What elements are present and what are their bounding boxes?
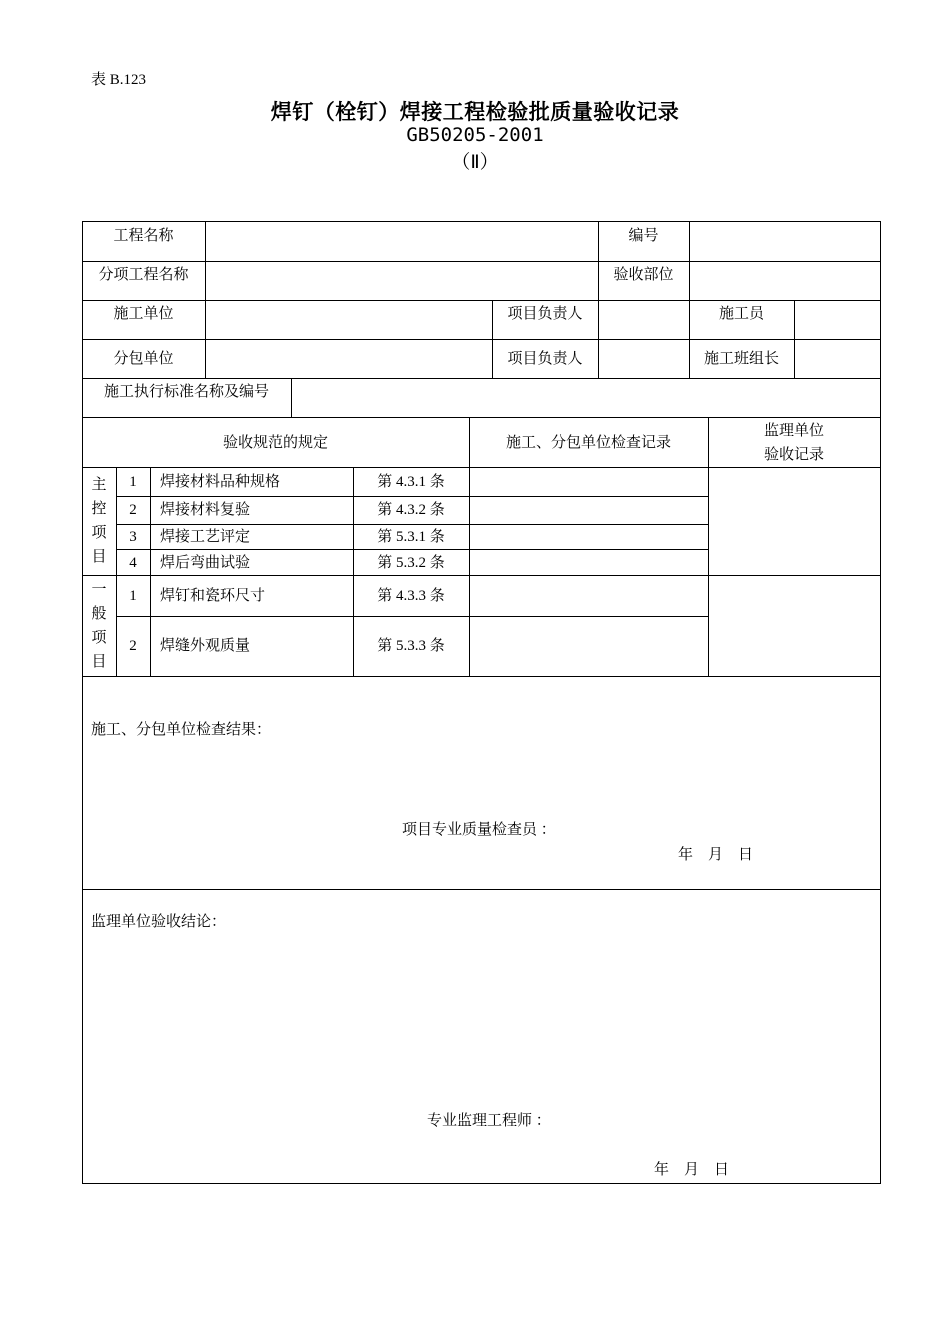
row-item: 焊接工艺评定 xyxy=(160,529,251,545)
row-item: 焊缝外观质量 xyxy=(160,638,251,654)
row-number: 2 xyxy=(129,638,137,654)
row-item: 焊接材料复验 xyxy=(160,502,251,518)
check-result-label: 施工、分包单位检查结果： xyxy=(91,722,272,738)
row-clause: 第 5.3.3 条 xyxy=(377,638,445,654)
label-project-manager-2: 项目负责人 xyxy=(507,351,583,367)
standard-code: GB50205-2001 xyxy=(406,124,544,146)
main-items-label-4: 目 xyxy=(91,549,107,565)
label-constructor: 施工员 xyxy=(718,306,764,322)
check-result-date: 年 月 日 xyxy=(678,847,754,863)
label-acceptance-part: 验收部位 xyxy=(613,267,674,283)
column-supervision-line1: 监理单位 xyxy=(763,423,824,439)
label-sub-project-name: 分项工程名称 xyxy=(98,267,189,283)
row-item: 焊钉和瓷环尺寸 xyxy=(160,588,266,604)
label-project-name: 工程名称 xyxy=(113,228,174,244)
row-item: 焊后弯曲试验 xyxy=(160,555,251,571)
row-number: 4 xyxy=(129,555,137,571)
row-clause: 第 4.3.1 条 xyxy=(377,474,445,490)
main-items-label-3: 项 xyxy=(91,525,107,541)
column-supervision-line2: 验收记录 xyxy=(763,447,824,463)
general-items-label-1: 一 xyxy=(91,582,107,598)
row-item: 焊接材料品种规格 xyxy=(160,474,281,490)
label-project-manager: 项目负责人 xyxy=(507,306,583,322)
quality-inspector-label: 项目专业质量检查员 ： xyxy=(402,822,556,838)
label-construction-unit: 施工单位 xyxy=(113,306,174,322)
row-number: 2 xyxy=(129,502,137,518)
general-items-label-4: 目 xyxy=(91,654,107,670)
row-clause: 第 4.3.2 条 xyxy=(377,502,445,518)
label-team-leader: 施工班组长 xyxy=(703,351,779,367)
general-items-label-3: 项 xyxy=(91,630,107,646)
column-spec: 验收规范的规定 xyxy=(222,435,328,451)
row-clause: 第 5.3.2 条 xyxy=(377,555,445,571)
supervision-date: 年 月 日 xyxy=(654,1162,730,1178)
label-subcontract-unit: 分包单位 xyxy=(113,351,174,367)
row-clause: 第 5.3.1 条 xyxy=(377,529,445,545)
general-items-label-2: 般 xyxy=(91,606,107,622)
row-number: 3 xyxy=(129,529,137,545)
row-number: 1 xyxy=(129,588,137,604)
part-label: （Ⅱ） xyxy=(451,151,499,173)
main-items-label-1: 主 xyxy=(91,477,107,493)
column-check-record: 施工、分包单位检查记录 xyxy=(505,435,671,451)
page-title: 焊钉（栓钉）焊接工程检验批质量验收记录 xyxy=(270,100,680,124)
supervision-conclusion-label: 监理单位验收结论： xyxy=(91,914,227,930)
main-items-label-2: 控 xyxy=(91,501,107,517)
supervision-engineer-label: 专业监理工程师 ： xyxy=(427,1113,551,1129)
row-number: 1 xyxy=(129,474,137,490)
label-number: 编号 xyxy=(628,228,659,244)
row-clause: 第 4.3.3 条 xyxy=(377,588,445,604)
label-standard-name: 施工执行标准名称及编号 xyxy=(103,384,269,400)
form-number: 表 B.123 xyxy=(91,72,147,88)
